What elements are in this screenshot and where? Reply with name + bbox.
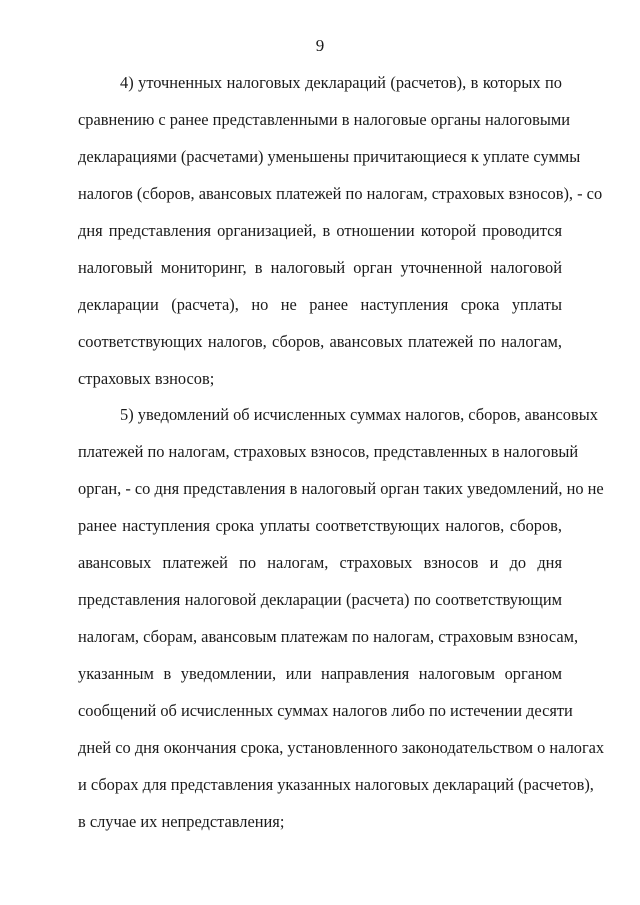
text-line: 5) уведомлений об исчисленных суммах налогов, сборов, авансовых <box>120 405 598 425</box>
text-line: сравнению с ранее представленными в налоговые органы налоговыми <box>78 109 571 129</box>
text-line: декларации (расчета), но не ранее наступления срока уплаты <box>78 294 562 314</box>
text-line: страховых взносов; <box>78 368 215 388</box>
text-line: 4) уточненных налоговых деклараций (расчетов), в которых по <box>120 73 562 92</box>
paragraph-5 <box>78 403 605 846</box>
text-line: дня представления организацией, в отношении которой проводится <box>78 220 562 240</box>
text-line: сообщений об исчисленных суммах налогов либо по истечении десяти <box>78 700 573 720</box>
document-body <box>78 71 605 847</box>
text-line: налогам, сборам, авансовым платежам по налогам, страховым взносам, <box>78 627 579 647</box>
text-line: дней со дня окончания срока, установленного законодательством о налогах <box>78 737 605 757</box>
paragraph-4 <box>78 71 603 403</box>
text-line: указанным в уведомлении, или направления налоговым органом <box>78 664 562 683</box>
text-line: и сборах для представления указанных налоговых деклараций (расчетов), <box>78 774 594 794</box>
text-line: соответствующих налогов, сборов, авансовых платежей по налогам, <box>78 331 562 351</box>
text-line: ранее наступления срока уплаты соответствующих налогов, сборов, <box>78 516 562 536</box>
text-line: орган, - со дня представления в налоговый орган таких уведомлений, но не <box>78 479 604 499</box>
text-line: в случае их непредставления; <box>78 811 285 831</box>
text-line: платежей по налогам, страховых взносов, представленных в налоговый <box>78 442 579 462</box>
text-line: декларациями (расчетами) уменьшены причитающиеся к уплате суммы <box>78 146 581 166</box>
text-line: представления налоговой декларации (расчета) по соответствующим <box>78 590 562 610</box>
text-line: авансовых платежей по налогам, страховых взносов и до дня <box>78 553 562 573</box>
text-line: налогов (сборов, авансовых платежей по налогам, страховых взносов), - со <box>78 183 603 203</box>
text-line: налоговый мониторинг, в налоговый орган уточненной налоговой <box>78 257 562 277</box>
page-number: 9 <box>315 36 325 55</box>
